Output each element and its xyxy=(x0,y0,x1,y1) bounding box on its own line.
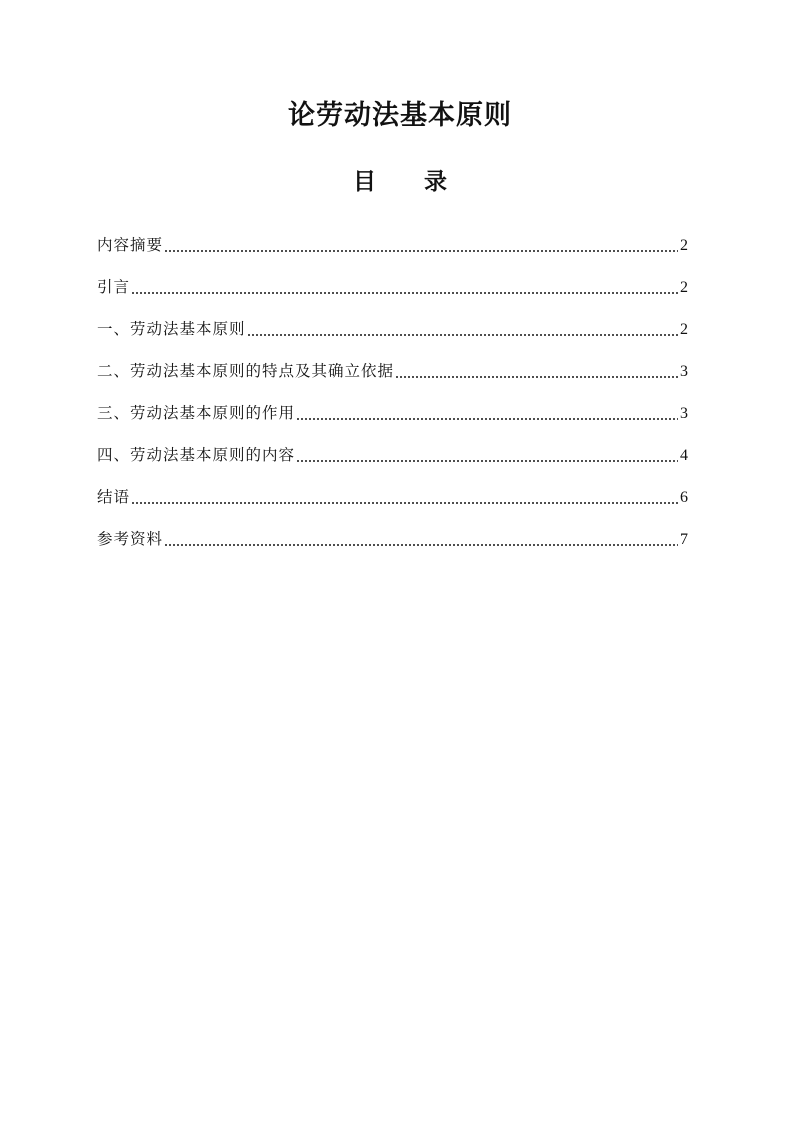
dot-leader xyxy=(395,376,678,378)
toc-entry-page: 2 xyxy=(680,237,689,254)
document-title: 论劳动法基本原则 xyxy=(288,100,512,131)
toc-entry-label: 三、劳动法基本原则的作用 xyxy=(97,404,296,422)
toc-entry[interactable] xyxy=(97,227,689,269)
toc-entry-page: 3 xyxy=(680,363,689,380)
dot-leader xyxy=(164,250,678,252)
dot-leader xyxy=(296,460,678,462)
toc-entry[interactable] xyxy=(97,269,689,311)
toc-entry-page: 2 xyxy=(680,321,689,338)
dot-leader xyxy=(164,544,678,546)
toc-heading: 目 录 xyxy=(352,169,467,195)
dot-leader xyxy=(296,418,678,420)
dot-leader xyxy=(131,502,678,504)
toc-entry[interactable] xyxy=(97,395,689,437)
toc-entry-label: 二、劳动法基本原则的特点及其确立依据 xyxy=(97,362,395,380)
toc-entry[interactable] xyxy=(97,437,689,479)
toc-entry[interactable] xyxy=(97,353,689,395)
toc-entry-label: 引言 xyxy=(97,278,131,296)
dot-leader xyxy=(131,292,678,294)
toc-entry-page: 6 xyxy=(680,489,689,506)
toc-entry-page: 4 xyxy=(680,447,689,464)
toc-entry-label: 参考资料 xyxy=(97,530,164,548)
toc-entry-page: 3 xyxy=(680,405,689,422)
toc-entry[interactable] xyxy=(97,311,689,353)
toc-entry-label: 四、劳动法基本原则的内容 xyxy=(97,446,296,464)
toc-entry-page: 2 xyxy=(680,279,689,296)
toc-entry-label: 一、劳动法基本原则 xyxy=(97,320,246,338)
dot-leader xyxy=(247,334,678,336)
toc-entry-page: 7 xyxy=(680,531,689,548)
toc-entry[interactable] xyxy=(97,479,689,521)
toc-entry[interactable] xyxy=(97,521,689,563)
toc-entry-label: 结语 xyxy=(97,488,131,506)
toc-entry-label: 内容摘要 xyxy=(97,236,164,254)
table-of-contents xyxy=(97,227,689,563)
